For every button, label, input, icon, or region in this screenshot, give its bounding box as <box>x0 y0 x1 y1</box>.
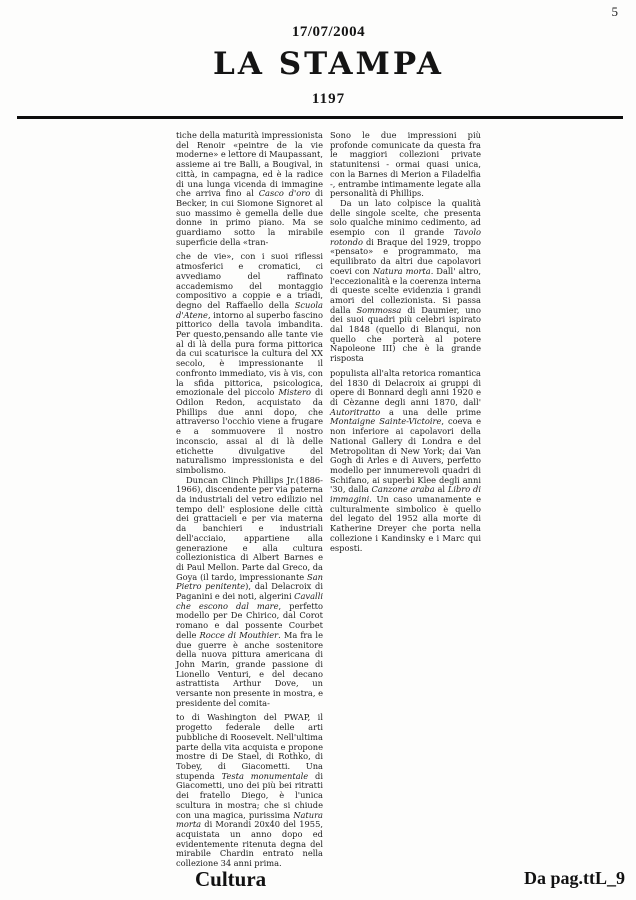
section-label: Cultura <box>195 867 267 891</box>
article-paragraph: to di Washington del PWAP, il progetto federale delle arti pubbliche di Roosevelt. Nell'ultima parte della vita acquista e propone mostre di De Stael, di Rothko, di Tobey, di Giacometti. Una stupenda Testa monumentale di Giacometti, uno dei più bei ritratti dei fratello Diego, è l'unica scultura in mostra; che si chiude con una magica, purissima Natura morta di Morandi 20x40 del 1955, acquistata un anno dopo ed evidentemente ritenuta degna del mirabile Chardin entrato nella collezione 34 anni prima. <box>176 712 323 869</box>
article-paragraph: populista all'alta retorica romantica del 1830 di Delacroix ai gruppi di opere di Bonnard degli anni 1920 e di Cèzanne degli anni 1870, dall' Autoritratto a una delle prime Montaigne Sainte-Victoire, coeva e non inferiore ai capolavori della National Gallery di Londra e del Metropolitan di New York; dai Van Gogh di Arles e di Auvers, perfetto modello per innumerevoli quadri di Schifano, ai superbi Klee degli anni '30, dalla Canzone araba al Libro di immagini. Un caso umanamente e culturalmente simbolico è quello del legato del 1952 alla morte di Katherine Dreyer che porta nella collezione i Kandinsky e i Marc qui esposti. <box>330 367 481 553</box>
article-paragraph: Sono le due impressioni più profonde comunicate da questa fra le maggiori collezioni private statunitensi - ormai quasi unica, con la Barnes di Merion a Filadelfia -, entrambe intimamente legate alla personalità di Phillips. <box>330 130 481 199</box>
header-rule-divider <box>17 116 623 119</box>
article-paragraph: tiche della maturità impressionista del Renoir «peintre de la vie moderne» e lettore di Maupassant, assieme ai tre Balli, a Bougival, in città, in campagna, ed è la radice di una lunga vicenda di immagine che arriva fino al Casco d'oro di Becker, in cui Siomone Signoret al suo massimo è gemella delle due donne in primo piano. Ma se guardiamo sotto la mirabile superficie della «tran- <box>176 130 324 247</box>
article-body <box>176 131 481 869</box>
article-column-left <box>176 131 323 869</box>
source-page-reference: Da pag.ttL_9 <box>523 868 625 888</box>
masthead-title: LA STAMPA <box>213 46 444 82</box>
page-number: 5 <box>611 4 618 19</box>
article-paragraph: che de vie», con i suoi riflessi atmosferici e cromatici, ci avvediamo del raffinato accademismo del montaggio compositivo a coppie e a triadi, degno del Raffaello della Scuola d'Atene, intorno al superbo fascino pittorico della tavola imbandita. Per questo,pensando alle tante vie al di là della pura forma pittorica da cui scaturisce la cultura del XX secolo, è impressionante il confronto immediato, vis à vis, con la sfida pittorica, psicologica, emozionale del piccolo Mistero di Odilon Redon, acquistato da Phillips due anni dopo, che attraverso l'occhio viene a frugare e a sommuovere il nostro inconscio, assai al di là delle etichette divulgative del naturalismo impressionista e del simbolismo. <box>176 251 323 475</box>
article-paragraph: Da un lato colpisce la qualità delle singole scelte, che presenta solo qualche minimo cedimento, ad esempio con il grande Tavolo rotondo di Braque del 1929, troppo «pensato» e programmato, ma equilibrato da altri due capolavori coevi con Natura morta. Dall' altro, l'eccezionalità e la coerenza interna di queste scelte evidenzia i grandi amori del collezionista. Si passa dalla Sommossa di Daumier, uno dei suoi quadri più celebri ispirato dal 1848 (quello di Blanqui, non quello che porterà al potere Napoleone III) che è la grande risposta <box>330 197 481 364</box>
clipping-header <box>176 24 481 108</box>
edition-number: 1197 <box>311 91 346 107</box>
clipping-date: 17/07/2004 <box>291 24 366 40</box>
article-column-right <box>330 131 481 869</box>
article-paragraph: Duncan Clinch Phillips Jr.(1886-1966), discendente per via paterna da industriali del vetro edilizio nel tempo dell' esplosione delle città dei grattacieli e per via materna da banchieri e industriali dell'acciaio, appartiene alla generazione e alla cultura collezionistica di Albert Barnes e di Paul Mellon. Parte dal Greco, da Goya (il tardo, impressionante San Pietro penitente), dal Delacroix di Paganini e dei noti, algerini Cavalli che escono dal mare, perfetto modello per De Chirico, dal Corot romano e dal possente Courbet delle Rocce di Mouthier. Ma fra le due guerre è anche sostenitore della nuova pittura americana di John Marin, grande passione di Lionello Venturi, e del decano astrattista Arthur Dove, un versante non presente in mostra, e presidente del comita- <box>176 474 323 708</box>
